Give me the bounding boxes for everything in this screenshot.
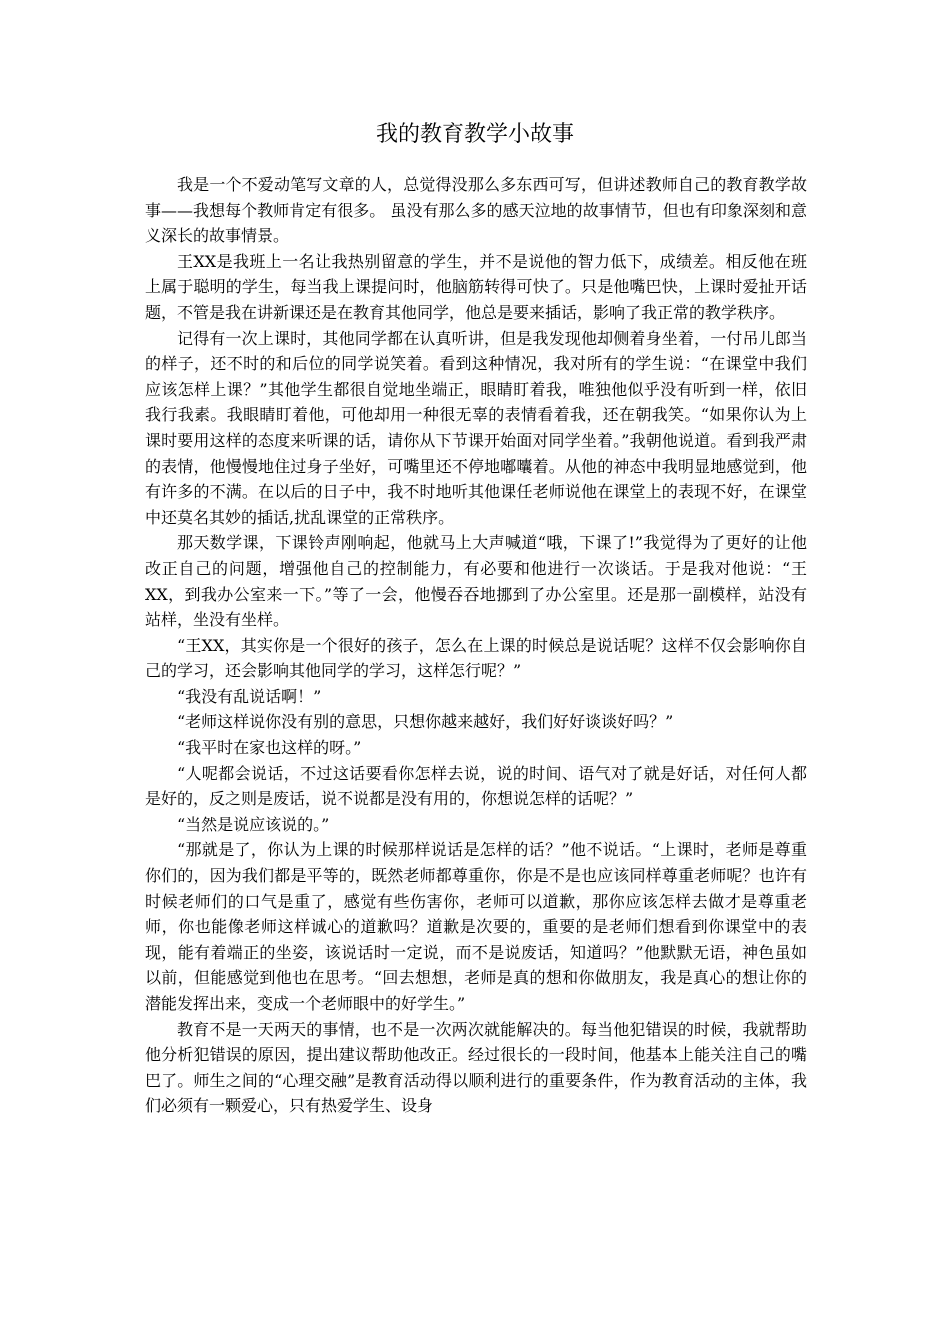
paragraph-4: 那天数学课，下课铃声刚响起，他就马上大声喊道“哦，下课了!”我觉得为了更好的让他改正自己的问题，增强他自己的控制能力，有必要和他进行一次谈话。于是我对他说：“王XX，到我办公室来一下。”等了一会，他慢吞吞地挪到了办公室里。还是那一副模样，站没有站样，坐没有坐样。 [145, 533, 807, 630]
document-body [145, 172, 807, 1119]
paragraph-6: “我没有乱说话啊！” [177, 686, 322, 706]
paragraph-10: “当然是说应该说的。” [177, 814, 330, 834]
paragraph-8: “我平时在家也这样的呀。” [177, 738, 362, 758]
paragraph-11: “那就是了，你认为上课的时候那样说话是怎样的话？”他不说话。“上课时，老师是尊重你们的，因为我们都是平等的，既然老师都尊重你，你是不是也应该同样尊重老师呢？也许有时候老师们的口气是重了，感觉有些伤害你，老师可以道歉，那你应该怎样去做才是尊重老师，你也能像老师这样诚心的道歉吗？道歉是次要的，重要的是老师们想看到你课堂中的表现，能有着端正的坐姿，该说话时一定说，而不是说废话，知道吗？”他默默无语，神色虽如以前，但能感觉到他也在思考。“回去想想，老师是真的想和你做朋友，我是真心的想让你的潜能发挥出来，变成一个老师眼中的好学生。” [145, 840, 807, 1013]
paragraph-12: 教育不是一天两天的事情，也不是一次两次就能解决的。每当他犯错误的时候，我就帮助他分析犯错误的原因，提出建议帮助他改正。经过很长的一段时间，他基本上能关注自己的嘴巴了。师生之间的“心理交融”是教育活动得以顺利进行的重要条件，作为教育活动的主体，我们必须有一颗爱心，只有热爱学生、设身 [145, 1019, 807, 1116]
paragraph-5: “王XX，其实你是一个很好的孩子，怎么在上课的时候总是说话呢？这样不仅会影响你自己的学习，还会影响其他同学的学习，这样怎行呢？” [145, 635, 807, 681]
paragraph-3: 记得有一次上课时，其他同学都在认真听讲，但是我发现他却侧着身坐着，一付吊儿郎当的样子，还不时的和后位的同学说笑着。看到这种情况，我对所有的学生说：“在课堂中我们应该怎样上课？”其他学生都很自觉地坐端正，眼睛盯着我，唯独他似乎没有听到一样，依旧我行我素。我眼睛盯着他，可他却用一种很无辜的表情看着我，还在朝我笑。“如果你认为上课时要用这样的态度来听课的话，请你从下节课开始面对同学坐着。”我朝他说道。看到我严肃的表情，他慢慢地住过身子坐好，可嘴里还不停地嘟囔着。从他的神态中我明显地感觉到，他有许多的不满。在以后的日子中，我不时地听其他课任老师说他在课堂上的表现不好，在课堂中还莫名其妙的插话,扰乱课堂的正常秩序。 [145, 328, 807, 527]
document-title: 我的教育教学小故事 [375, 122, 574, 147]
paragraph-9: “人呢都会说话，不过这话要看你怎样去说，说的时间、语气对了就是好话，对任何人都是好的，反之则是废话，说不说都是没有用的，你想说怎样的话呢？” [145, 763, 807, 809]
paragraph-7: “老师这样说你没有别的意思，只想你越来越好，我们好好谈谈好吗？” [177, 712, 674, 732]
paragraph-2: 王XX是我班上一名让我热别留意的学生，并不是说他的智力低下，成绩差。相反他在班上属于聪明的学生，每当我上课提问时，他脑筋转得可快了。只是他嘴巴快，上课时爱扯开话题，不管是我在讲新课还是在教育其他同学，他总是要来插话，影响了我正常的教学秩序。 [145, 251, 807, 322]
paragraph-1: 我是一个不爱动笔写文章的人，总觉得没那么多东西可写，但讲述教师自己的教育教学故事——我想每个教师肯定有很多。 虽没有那么多的感天泣地的故事情节，但也有印象深刻和意义深长的故事情景。 [145, 175, 807, 246]
